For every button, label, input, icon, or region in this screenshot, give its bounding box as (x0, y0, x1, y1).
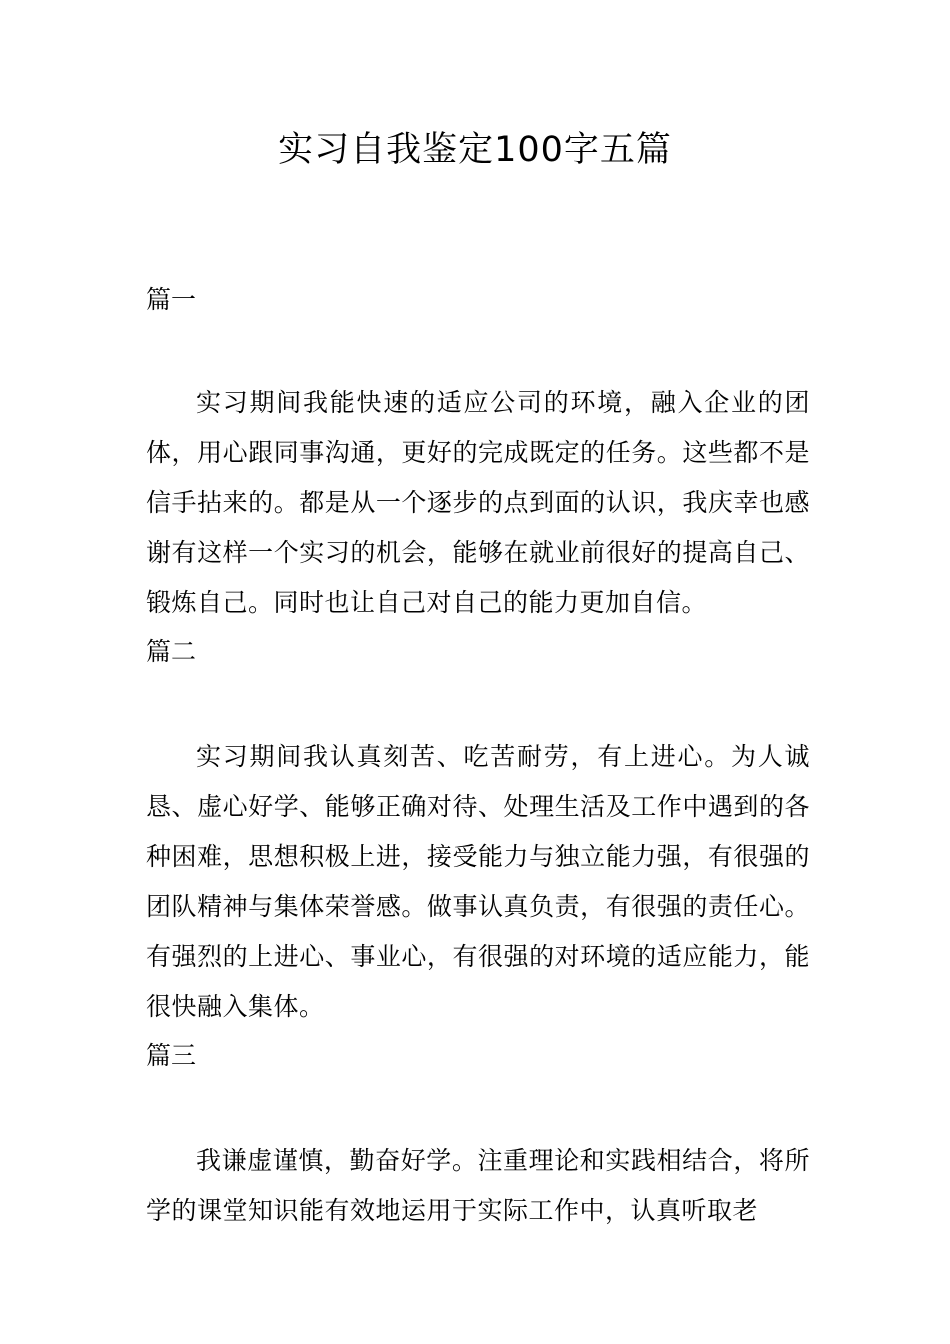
section-3 (146, 1032, 810, 1236)
section-heading: 篇二 (146, 637, 197, 666)
section-spacer (146, 676, 810, 732)
section-paragraph: 我谦虚谨慎，勤奋好学。注重理论和实践相结合，将所学的课堂知识能有效地运用于实际工作中，认真听取老 (146, 1146, 810, 1225)
section-spacer (146, 324, 810, 378)
section-paragraph: 实习期间我能快速的适应公司的环境，融入企业的团体，用心跟同事沟通，更好的完成既定的任务。这些都不是信手拈来的。都是从一个逐步的点到面的认识，我庆幸也感谢有这样一个实习的机会，能够在就业前很好的提高自己、锻炼自己。同时也让自己对自己的能力更加自信。 (146, 388, 810, 617)
section-2 (146, 628, 810, 1032)
section-1 (146, 276, 810, 628)
section-paragraph: 实习期间我认真刻苦、吃苦耐劳，有上进心。为人诚恳、虚心好学、能够正确对待、处理生活及工作中遇到的各种困难，思想积极上进，接受能力与独立能力强，有很强的团队精神与集体荣誉感。做事认真负责，有很强的责任心。有强烈的上进心、事业心，有很强的对环境的适应能力，能很快融入集体。 (146, 742, 810, 1021)
section-heading: 篇三 (146, 1041, 197, 1070)
section-heading: 篇一 (146, 285, 197, 314)
document-title: 实习自我鉴定100字五篇 (278, 130, 672, 170)
document-content (146, 276, 810, 1236)
section-spacer (146, 1080, 810, 1136)
